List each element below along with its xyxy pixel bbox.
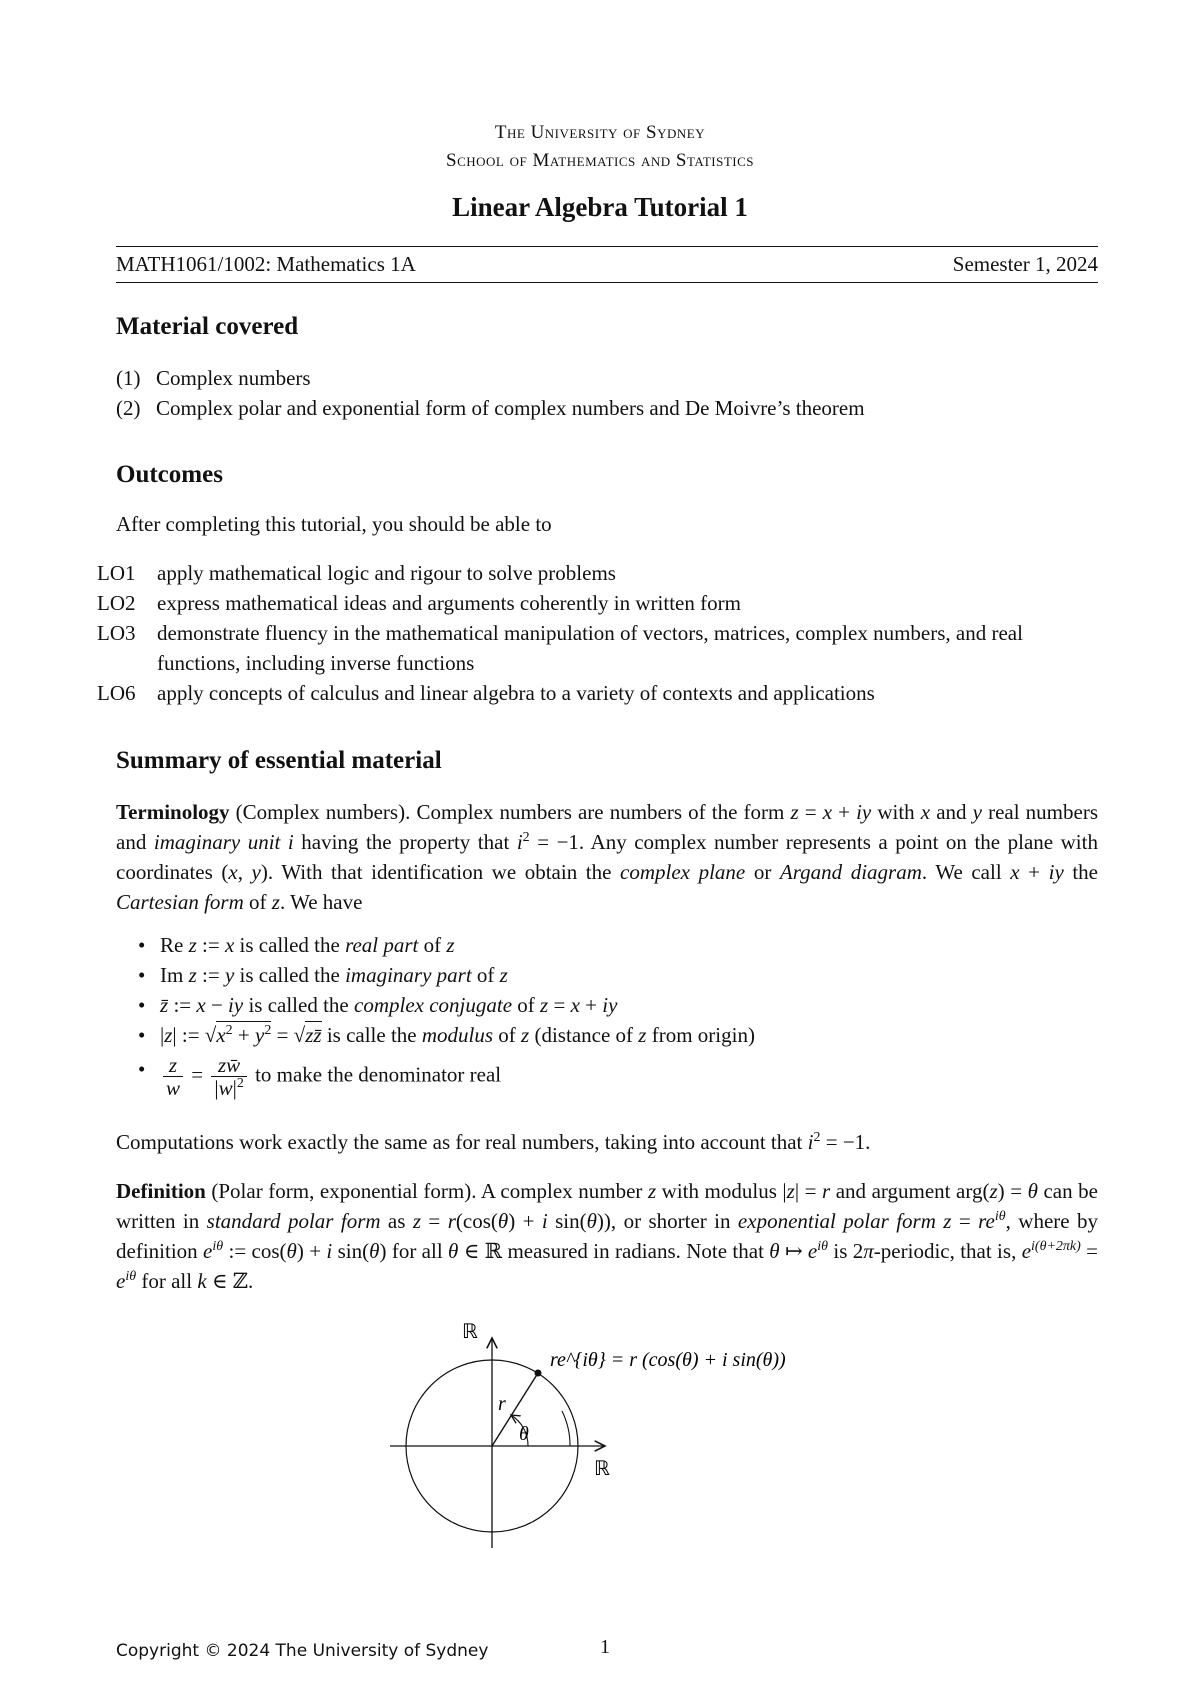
definition-label: Definition [116, 1179, 206, 1203]
list-item: • z̄ := x − iy is called the complex conjugate of z = x + iy [116, 990, 1098, 1020]
bottom-rule [116, 282, 1098, 283]
copyright: Copyright © 2024 The University of Sydney [116, 1641, 489, 1661]
list-item: • $\frac{z}{w}$ = $\frac{zw̄}{|w|^2}$ to make the denominator real [116, 1054, 1098, 1099]
x-axis-label: ℝ [594, 1458, 610, 1480]
argand-diagram [380, 1318, 860, 1558]
summary-heading: Summary of essential material [116, 747, 442, 774]
radius-label: r [498, 1393, 506, 1415]
school-name: School of Mathematics and Statistics [446, 150, 754, 171]
computations-paragraph: Computations work exactly the same as for real numbers, taking into account that $i^2 = -1$. [116, 1130, 871, 1154]
point-marker [535, 1370, 542, 1377]
material-list [116, 363, 1098, 423]
terminology-label: Terminology [116, 800, 230, 824]
top-rule [116, 246, 1098, 247]
angle-label: θ [519, 1423, 529, 1445]
definition-paragraph: Definition (Polar form, exponential form). A complex number z with modulus |z| = r and argument arg(z) = θ can be written in standard polar form as z = r(cos(θ) + i sin(θ)), or shorter in exponential polar form $z = re^{i\theta}$, where by definition $e^{i\theta}$ := cos(θ) + i sin(θ) for all θ ∈ ℝ measured in radians. Note that θ ↦ $e^{i\theta}$ is 2π-periodic, that is, $e^{i(\theta+2\pi k)} = e^{i\theta}$ for all k ∈ ℤ. [116, 1179, 1098, 1293]
point-label: re^{iθ} = r (cos(θ) + i sin(θ)) [550, 1349, 786, 1371]
terminology-bullets [116, 930, 1098, 1099]
outcome-item: LO1 apply mathematical logic and rigour to solve problems [97, 561, 616, 585]
y-axis-label: ℝ [462, 1321, 478, 1343]
list-item: • |z| := $√x^2 + y^2$ = √zz̄ is calle the modulus of z (distance of z from origin) [116, 1020, 1098, 1050]
material-item: (2) Complex polar and exponential form of complex numbers and De Moivre’s theorem [116, 396, 865, 420]
material-item: (1) Complex numbers [116, 366, 311, 390]
semester: Semester 1, 2024 [952, 252, 1098, 276]
university-name: The University of Sydney [494, 122, 706, 143]
outcome-item: LO2 express mathematical ideas and arguments coherently in written form [97, 591, 741, 615]
outcome-item: LO3 demonstrate fluency in the mathematical manipulation of vectors, matrices, complex numbers, and real functions, including inverse functions [97, 621, 1023, 675]
material-heading: Material covered [116, 313, 299, 340]
document-title: Linear Algebra Tutorial 1 [452, 192, 748, 222]
terminology-paragraph: Terminology (Complex numbers). Complex numbers are numbers of the form z = x + iy with x and y real numbers and imaginary unit i having the property that $i^2 = -1$. Any complex number represents a point on the plane with coordinates (x, y). With that identification we obtain the complex plane or Argand diagram. We call x + iy the Cartesian form of z. We have [116, 800, 1099, 914]
page-number: 1 [600, 1636, 610, 1658]
outcome-item: LO6 apply concepts of calculus and linear algebra to a variety of contexts and applications [97, 681, 875, 705]
outcomes-intro: After completing this tutorial, you should be able to [116, 512, 552, 536]
course-code: MATH1061/1002: Mathematics 1A [116, 252, 416, 276]
list-item: • Re z := x is called the real part of z [116, 930, 1098, 960]
outcomes-list [97, 558, 1098, 708]
outcomes-heading: Outcomes [116, 461, 223, 488]
list-item: • Im z := y is called the imaginary part of z [116, 960, 1098, 990]
